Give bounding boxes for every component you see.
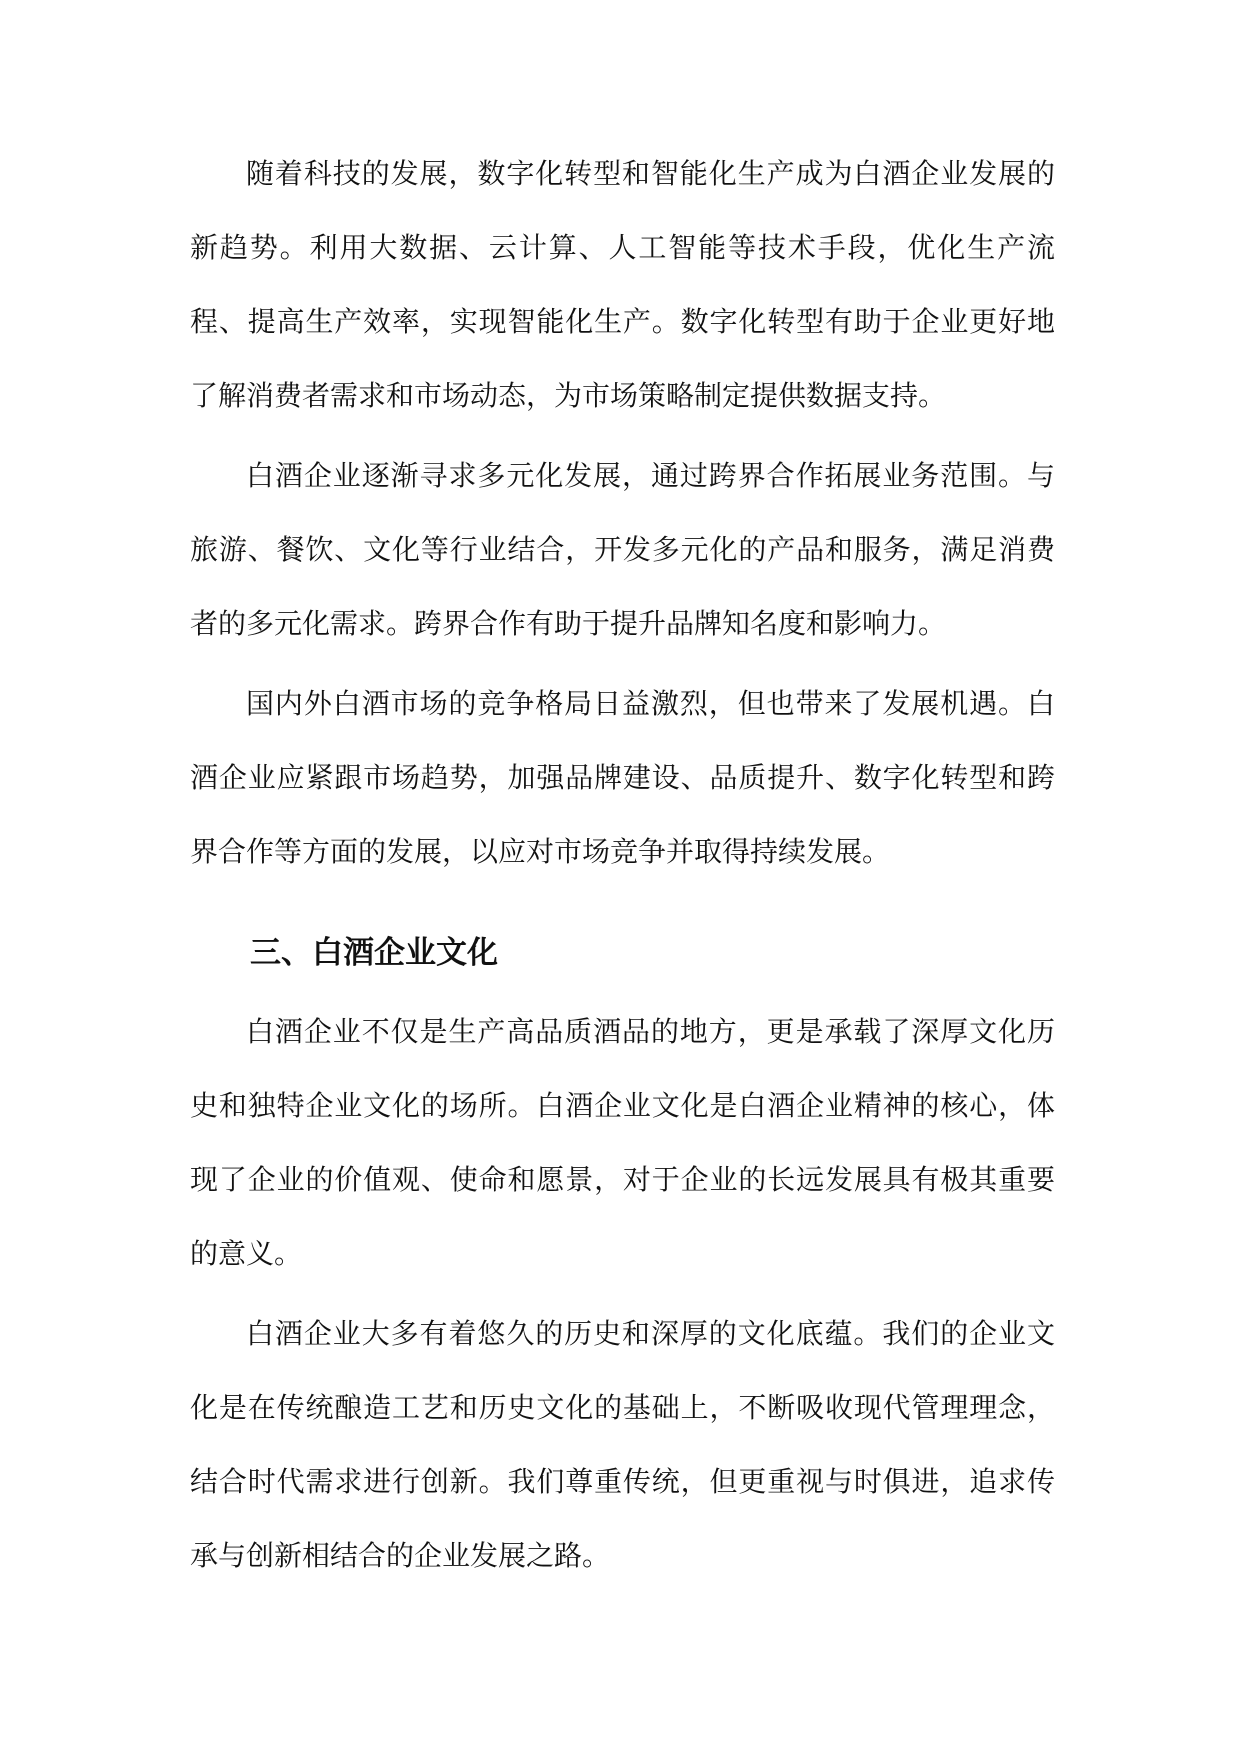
paragraph-diversification: 白酒企业逐渐寻求多元化发展，通过跨界合作拓展业务范围。与旅游、餐饮、文化等行业结合，开发多元化的产品和服务，满足消费者的多元化需求。跨界合作有助于提升品牌知名度和影响力。 [190, 459, 1055, 640]
paragraph-digital-transformation: 随着科技的发展，数字化转型和智能化生产成为白酒企业发展的新趋势。利用大数据、云计算、人工智能等技术手段，优化生产流程、提高生产效率，实现智能化生产。数字化转型有助于企业更好地了解消费者需求和市场动态，为市场策略制定提供数据支持。 [190, 157, 1055, 412]
paragraph-culture-history: 白酒企业大多有着悠久的历史和深厚的文化底蕴。我们的企业文化是在传统酿造工艺和历史文化的基础上，不断吸收现代管理理念，结合时代需求进行创新。我们尊重传统，但更重视与时俱进，追求传承与创新相结合的企业发展之路。 [190, 1317, 1055, 1572]
section-heading: 三、白酒企业文化 [250, 935, 498, 971]
document-body [190, 137, 1055, 1599]
paragraph-competition: 国内外白酒市场的竞争格局日益激烈，但也带来了发展机遇。白酒企业应紧跟市场趋势，加强品牌建设、品质提升、数字化转型和跨界合作等方面的发展，以应对市场竞争并取得持续发展。 [190, 687, 1055, 868]
paragraph-culture-intro: 白酒企业不仅是生产高品质酒品的地方，更是承载了深厚文化历史和独特企业文化的场所。白酒企业文化是白酒企业精神的核心，体现了企业的价值观、使命和愿景，对于企业的长远发展具有极其重要的意义。 [190, 1015, 1055, 1270]
